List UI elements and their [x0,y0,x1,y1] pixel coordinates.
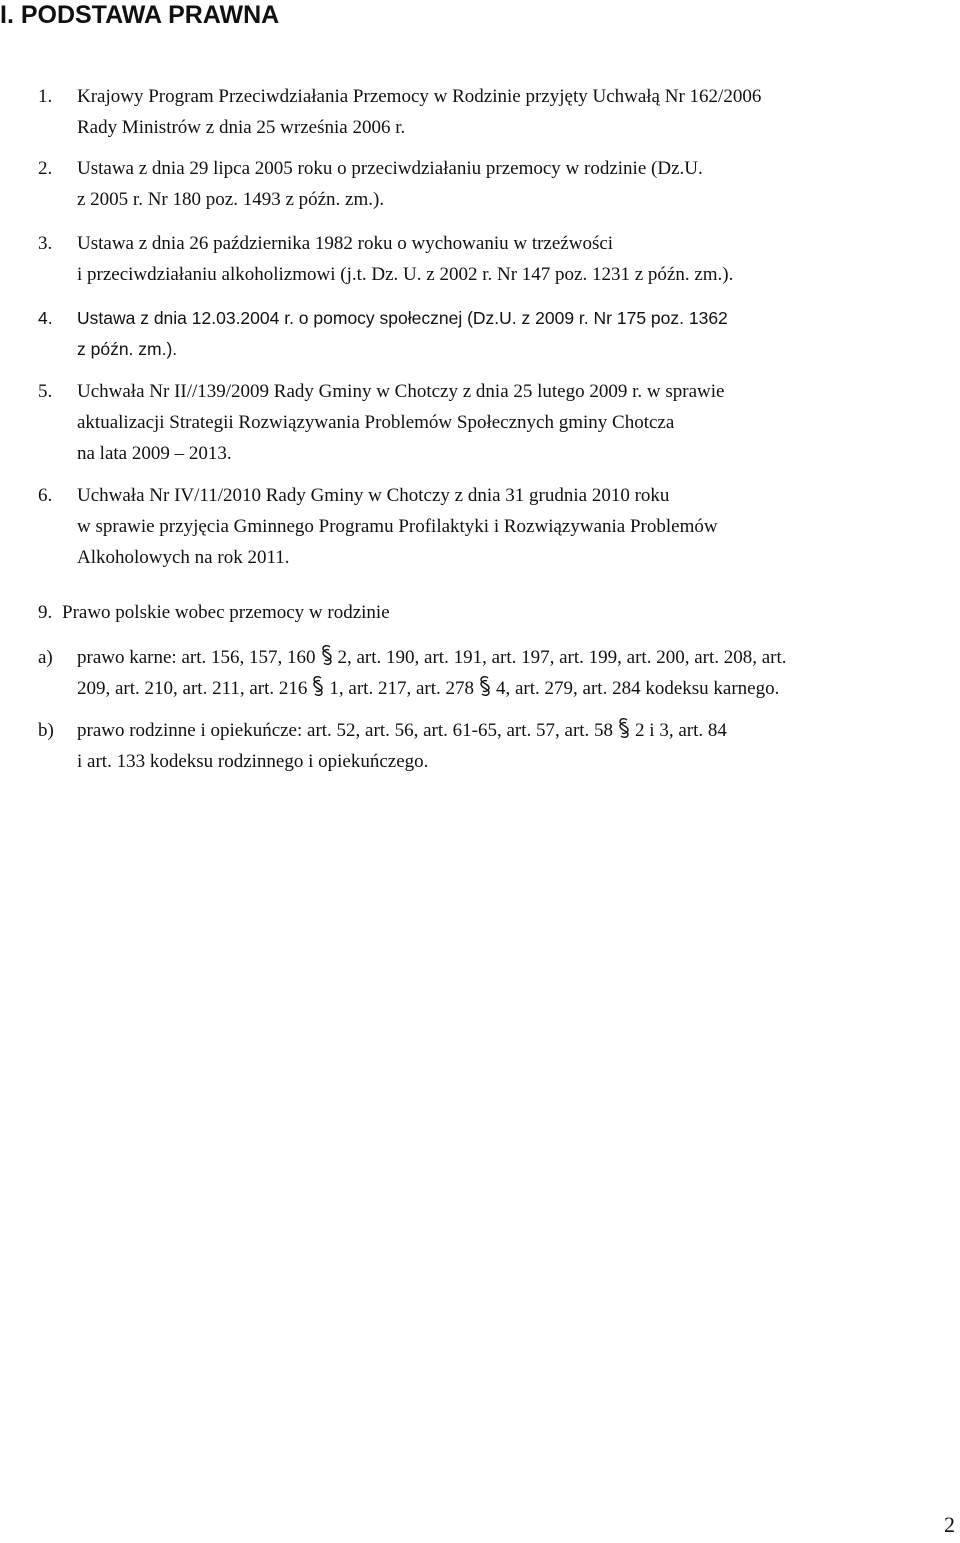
item-line: Alkoholowych na rok 2011. [77,547,290,568]
item-line: prawo karne: art. 156, 157, 160 2, art. 190, art. 191, art. 197, art. 199, art. 200, art. 208, art. [77,642,787,673]
item-number: 2. [38,158,53,179]
page-number: 2 [944,1512,955,1537]
item-number: 6. [38,485,53,506]
section-sign-icon [320,644,334,666]
item-line: Krajowy Program Przeciwdziałania Przemocy w Rodzinie przyjęty Uchwałą Nr 162/2006 [77,86,762,107]
item-line: z późn. zm.). [77,339,178,359]
section-heading: I. PODSTAWA PRAWNA [0,1,280,29]
item-number: 9. [38,602,53,623]
item-letter: b) [38,720,54,741]
section-sign-icon [617,717,631,739]
item-line: w sprawie przyjęcia Gminnego Programu Profilaktyki i Rozwiązywania Problemów [77,516,718,537]
item-line: Prawo polskie wobec przemocy w rodzinie [62,602,390,623]
item-number: 4. [38,308,53,328]
item-line: na lata 2009 – 2013. [77,443,232,464]
item-letter: a) [38,647,53,668]
item-line: i przeciwdziałaniu alkoholizmowi (j.t. Dz. U. z 2002 r. Nr 147 poz. 1231 z późn. zm.). [77,264,734,285]
item-line: Uchwała Nr II//139/2009 Rady Gminy w Chotczy z dnia 25 lutego 2009 r. w sprawie [77,381,725,402]
item-line: prawo rodzinne i opiekuńcze: art. 52, art. 56, art. 61-65, art. 57, art. 58 2 i 3, art. 84 [77,715,727,746]
section-sign-icon [478,675,492,697]
item-line: i art. 133 kodeksu rodzinnego i opiekuńczego. [77,751,429,772]
item-line: Ustawa z dnia 12.03.2004 r. o pomocy społecznej (Dz.U. z 2009 r. Nr 175 poz. 1362 [77,308,728,328]
item-number: 1. [38,86,53,107]
item-line: Rady Ministrów z dnia 25 września 2006 r. [77,117,406,138]
item-line: z 2005 r. Nr 180 poz. 1493 z późn. zm.). [77,189,385,210]
item-line: Uchwała Nr IV/11/2010 Rady Gminy w Chotczy z dnia 31 grudnia 2010 roku [77,485,670,506]
item-line: aktualizacji Strategii Rozwiązywania Problemów Społecznych gminy Chotcza [77,412,675,433]
item-number: 3. [38,233,53,254]
item-line: Ustawa z dnia 29 lipca 2005 roku o przeciwdziałaniu przemocy w rodzinie (Dz.U. [77,158,703,179]
item-line: 209, art. 210, art. 211, art. 216 1, art. 217, art. 278 4, art. 279, art. 284 kodeksu karnego. [77,673,787,704]
item-line: Ustawa z dnia 26 października 1982 roku o wychowaniu w trzeźwości [77,233,614,254]
item-number: 5. [38,381,53,402]
section-sign-icon [311,675,325,697]
